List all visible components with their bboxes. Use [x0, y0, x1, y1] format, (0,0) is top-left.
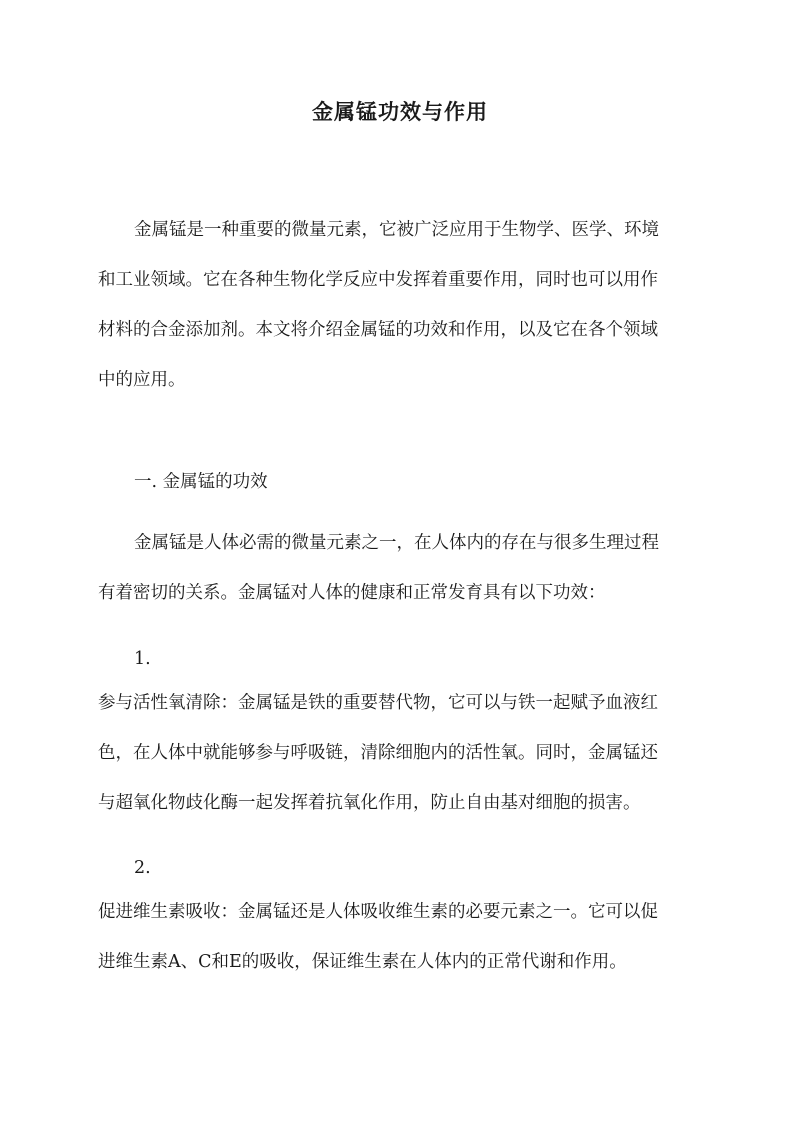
intro-line-2: 和工业领域。它在各种生物化学反应中发挥着重要作用，同时也可以用作: [98, 270, 658, 290]
intro-line-1: 金属锰是一种重要的微量元素，它被广泛应用于生物学、医学、环境: [134, 220, 659, 240]
intro-paragraph: [98, 205, 702, 405]
document-title: 金属锰功效与作用: [312, 99, 488, 124]
item1-line-3: 与超氧化物歧化酶一起发挥着抗氧化作用，防止自由基对细胞的损害。: [98, 793, 641, 813]
item-number-2: 2.: [134, 858, 151, 878]
section1-line-1: 金属锰是人体必需的微量元素之一，在人体内的存在与很多生理过程: [134, 533, 659, 553]
section1-line-2: 有着密切的关系。金属锰对人体的健康和正常发育具有以下功效：: [98, 583, 606, 603]
item1-line-2: 色，在人体中就能够参与呼吸链，清除细胞内的活性氧。同时，金属锰还: [98, 743, 658, 763]
section-heading: 一. 金属锰的功效: [134, 472, 268, 492]
intro-line-3: 材料的合金添加剂。本文将介绍金属锰的功效和作用，以及它在各个领域: [98, 320, 658, 340]
section1-intro-paragraph: [98, 518, 702, 618]
item2-paragraph: [98, 887, 702, 987]
item2-line-2: 进维生素A、C和E的吸收，保证维生素在人体内的正常代谢和作用。: [98, 952, 627, 972]
intro-line-4: 中的应用。: [98, 370, 186, 390]
item-number-1: 1.: [134, 649, 151, 669]
item1-paragraph: [98, 678, 702, 828]
item2-line-1: 促进维生素吸收：金属锰还是人体吸收维生素的必要元素之一。它可以促: [98, 902, 658, 922]
item1-line-1: 参与活性氧清除：金属锰是铁的重要替代物，它可以与铁一起赋予血液红: [98, 693, 658, 713]
